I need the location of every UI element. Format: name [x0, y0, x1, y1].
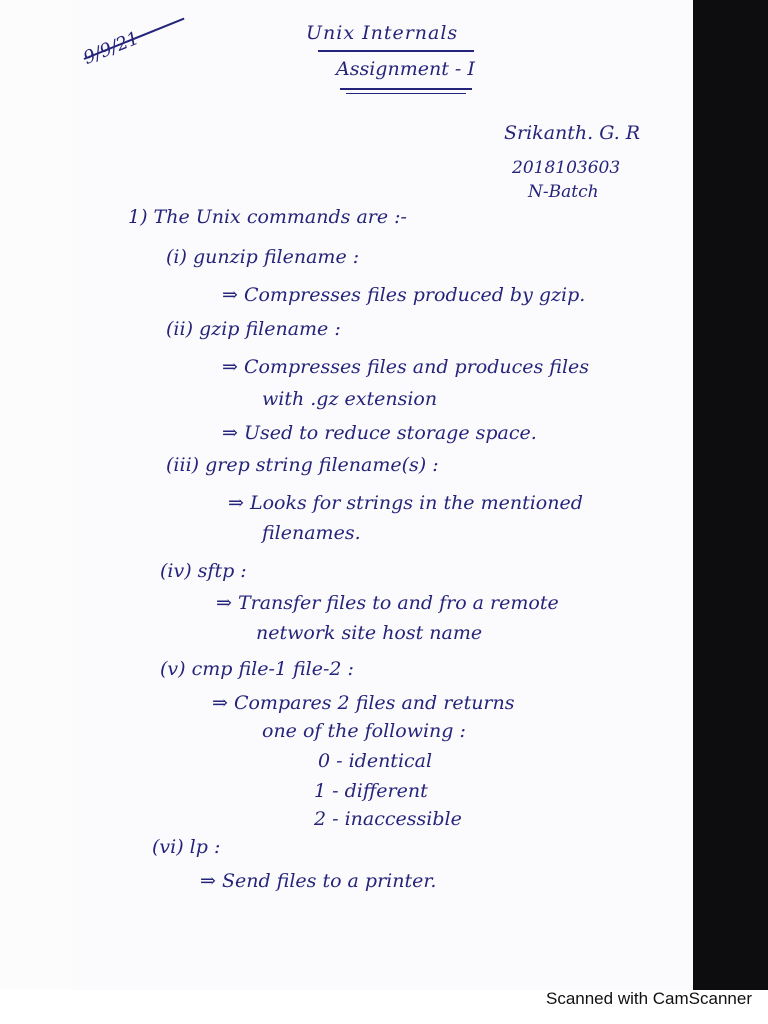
scan-margin-left: [0, 0, 73, 990]
subtitle-underline: [340, 88, 472, 90]
command-cmp: (v) cmp file-1 file-2 :: [160, 658, 354, 680]
command-description: with .gz extension: [262, 388, 438, 410]
page-subtitle: Assignment - I: [336, 58, 475, 80]
question-heading: 1) The Unix commands are :-: [128, 206, 407, 228]
command-description: network site host name: [256, 622, 483, 644]
scanner-watermark: Scanned with CamScanner: [545, 989, 752, 1008]
student-name: Srikanth. G. R: [504, 122, 641, 144]
command-description: ⇒ Looks for strings in the mentioned: [228, 492, 583, 514]
command-description: ⇒ Compresses files produced by gzip.: [222, 284, 586, 306]
command-description: ⇒ Transfer files to and fro a remote: [216, 592, 559, 614]
command-gzip: (ii) gzip filename :: [166, 318, 341, 340]
command-description: ⇒ Compares 2 files and returns: [212, 692, 515, 714]
return-code: 1 - different: [314, 780, 428, 802]
command-grep: (iii) grep string filename(s) :: [166, 454, 439, 476]
command-description: ⇒ Used to reduce storage space.: [222, 422, 537, 444]
command-sftp: (iv) sftp :: [160, 560, 247, 582]
command-gunzip: (i) gunzip filename :: [166, 246, 360, 268]
return-code: 2 - inaccessible: [314, 808, 462, 830]
return-code: 0 - identical: [318, 750, 433, 772]
command-description: ⇒ Compresses files and produces files: [222, 356, 590, 378]
command-description: one of the following :: [262, 720, 466, 742]
command-description: filenames.: [262, 522, 361, 544]
scan-margin-right: [693, 0, 768, 990]
subtitle-underline-second: [346, 93, 466, 94]
command-description: ⇒ Send files to a printer.: [200, 870, 437, 892]
page-title: Unix Internals: [306, 22, 459, 44]
student-batch: N-Batch: [528, 182, 599, 202]
student-reg-no: 2018103603: [512, 158, 621, 178]
title-underline: [318, 50, 474, 52]
command-lp: (vi) lp :: [152, 836, 221, 858]
